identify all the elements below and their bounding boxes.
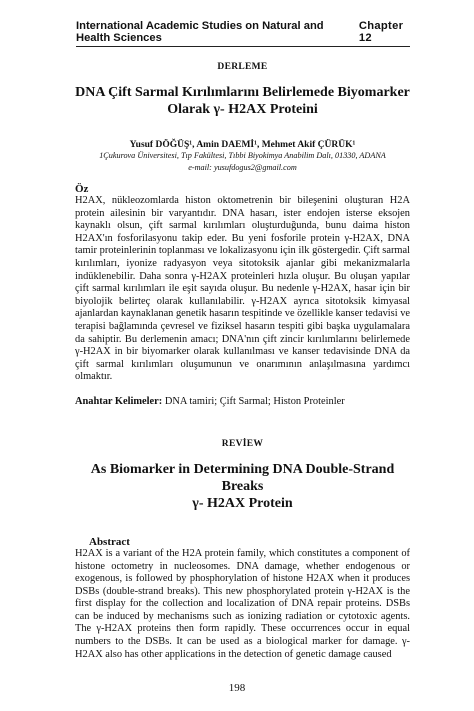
authors: Yusuf DÖĞÜŞ¹, Amin DAEMİ¹, Mehmet Akif ÇÜRÜK¹ [129,140,356,150]
title-tr [75,84,410,118]
keywords-text: DNA tamiri; Çift Sarmal; Histon Proteinler [164,395,345,407]
abstract-text-tr: H2AX, nükleozomlarda histon oktometrenin bir bileşenini oluşturan H2A protein ailesinin bir varyantıdır. DNA hasarı, ister endojen isterse eksojen kaynaklı olsun, çift sarmal kırılımları oluşturduğunda, bunu daima histon H2AX'ın fosforilasyonu takip eder. Bu yeni fosforile protein γ-H2AX, DNA tamir proteinlerinin toplanması ve lokalizasyonu için ilk göstergedir. Çift sarmal kırılımları, iyonize radyasyon veya sitotoksik ajanlar gibi mekanizmalarla indüklenebilir. Daha sonra γ-H2AX proteinleri hızla oluşur. Bu oluşan yapılar çift sarmal kırılımları ile eşit sayıda oluşur. Bu nedenle γ-H2AX, hasar için bir biyolojik belirteç olarak kullanılabilir. γ-H2AX ayrıca sitotoksik kimyasal ajanlardan kaynaklanan genetik hasarın tespitinde ve özellikle kanser tedavisi ve terapisi bağlamında çevresel ve fiziksel hasarın tespiti gibi başka uygulamalara da sahiptir. Bu derlemenin amacı; DNA'nın çift zincir kırılımlarını belirlemede γ-H2AX in bir biyomarker olarak kullanılması ve kanser tedavisinde DNA da çift sarmal kırılımları oluşumunun ve onarımının anlaşılmasına yardımcı olmaktır. [75,195,410,383]
page-number: 198 [228,682,246,694]
journal-title: International Academic Studies on Natural and Health Sciences [76,20,324,44]
title-tr-line1: DNA Çift Sarmal Kırılımlarını Belirlemede Biyomarker [75,85,410,100]
section-label-tr: DERLEME [217,62,268,72]
page-body [75,62,410,661]
title-en [75,461,410,512]
section-label-en: REVİEW [221,438,264,449]
abstract-heading-en: Abstract [89,535,130,548]
abstract-heading-tr: Öz [75,183,89,195]
affiliation: 1Çukurova Üniversitesi, Tıp Fakültesi, Tıbbi Biyokimya Anabilim Dalı, 01330, ADANA [99,151,386,160]
title-tr-line2: Olarak γ- H2AX Proteini [167,102,318,117]
abstract-text-en: H2AX is a variant of the H2A protein family, which constitutes a component of histone octometry in nucleosomes. DNA damage, whether endogenous or exogenous, is followed by phosphorylation of histone H2AX when it produces DSBs (double-strand breaks). This new phosphorylated protein γ-H2AX is the first display for the collection and localization of DNA repair proteins. DSBs can be induced by mechanisms such as ionizing radiation or cytotoxic agents. The γ-H2AX proteins then form rapidly. These occurrences occur in equal numbers to the DSBs. It can be used as a biological marker for damage. γ-H2AX also has other applications in the detection of genetic damage caused [75,547,410,660]
email: e-mail: yusufdogus2@gmail.com [188,162,297,172]
keywords-line [75,396,410,407]
title-en-line1: As Biomarker in Determining DNA Double-Strand Breaks [90,461,395,494]
keywords-label: Anahtar Kelimeler: [75,395,163,407]
title-en-line2: γ- H2AX Protein [192,495,293,511]
chapter-label: Chapter 12 [358,20,404,44]
running-header [76,22,410,47]
